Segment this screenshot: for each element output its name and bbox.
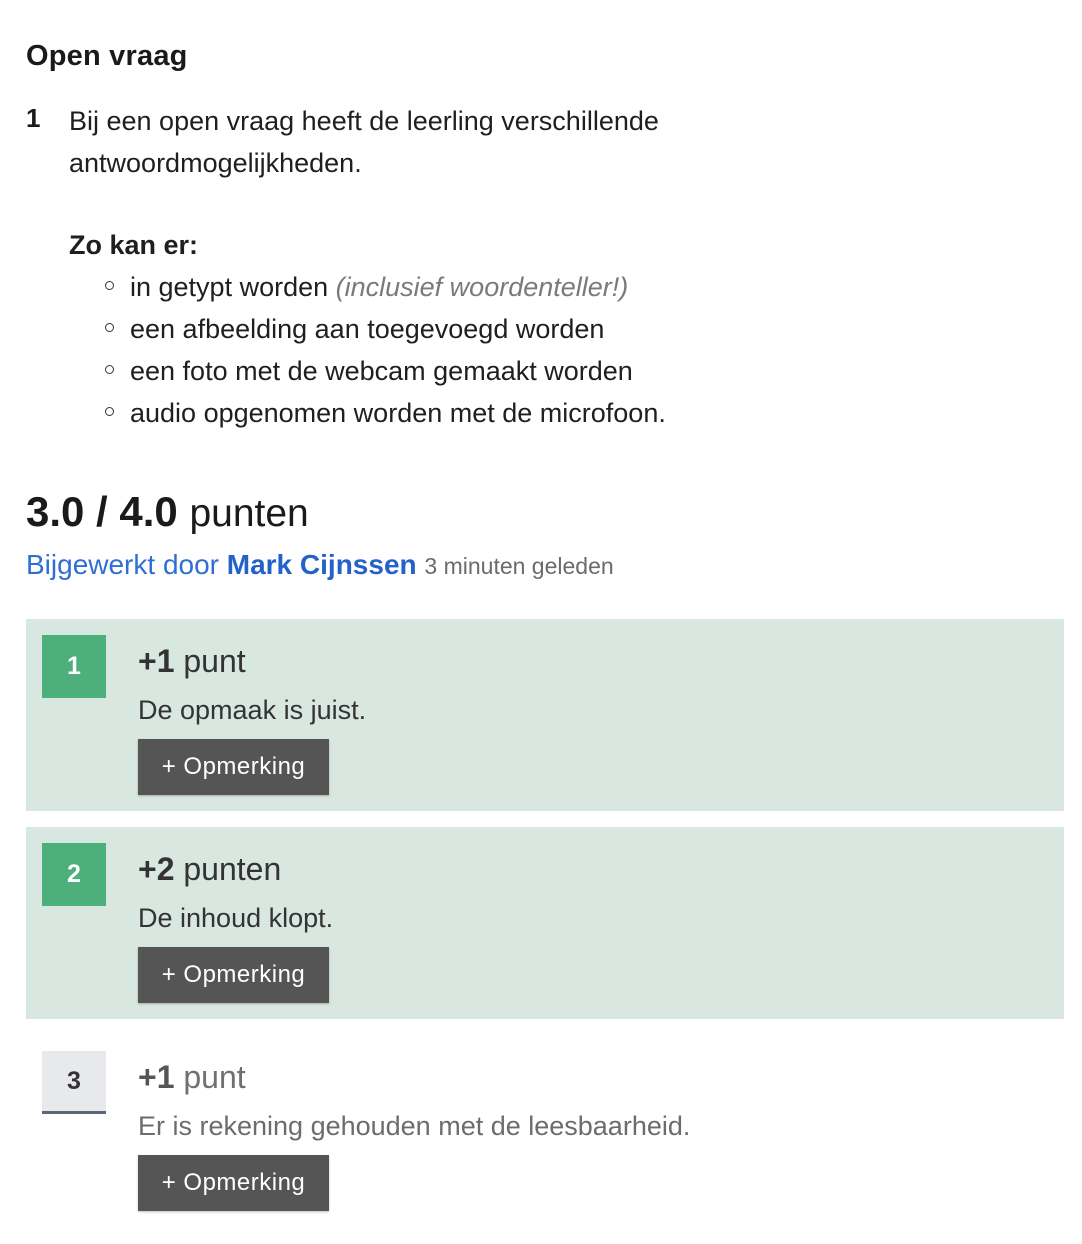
list-item-text: een afbeelding aan toegevoegd worden	[130, 314, 605, 344]
circle-bullet-icon	[105, 365, 114, 374]
list-item	[130, 392, 849, 434]
updated-by-line	[26, 549, 614, 581]
criterion-points-value: +1	[138, 1059, 175, 1095]
criterion-points	[138, 851, 281, 888]
criterion-points-value: +2	[138, 851, 175, 887]
circle-bullet-icon	[105, 407, 114, 416]
list-item	[130, 308, 849, 350]
list-item-text: een foto met de webcam gemaakt worden	[130, 356, 633, 386]
circle-bullet-icon	[105, 323, 114, 332]
question-sub-heading: Zo kan er:	[69, 230, 199, 260]
score-value: 3.0 / 4.0	[26, 488, 178, 535]
updated-time: 3 minuten geleden	[424, 553, 614, 579]
criterion-points-unit: punten	[183, 851, 282, 887]
criterion-description: De inhoud klopt.	[138, 903, 334, 933]
criterion-description: De opmaak is juist.	[138, 695, 367, 725]
question-number: 1	[26, 103, 41, 133]
score-total	[26, 488, 309, 536]
answer-options-list	[69, 266, 849, 434]
add-remark-button[interactable]: + Opmerking	[138, 739, 329, 795]
criterion-points-unit: punt	[183, 643, 246, 679]
criterion-number-badge[interactable]: 3	[42, 1051, 106, 1114]
add-remark-button[interactable]: + Opmerking	[138, 1155, 329, 1211]
section-title: Open vraag	[26, 40, 188, 72]
criterion-3[interactable]	[26, 1035, 1064, 1227]
criterion-number-badge[interactable]: 2	[42, 843, 106, 906]
circle-bullet-icon	[105, 281, 114, 290]
list-item	[130, 350, 849, 392]
criterion-1[interactable]	[26, 619, 1064, 811]
author-link[interactable]: Mark Cijnssen	[226, 549, 417, 580]
add-remark-button[interactable]: + Opmerking	[138, 947, 329, 1003]
question-body	[69, 100, 849, 434]
criterion-2[interactable]	[26, 827, 1064, 1019]
criterion-description: Er is rekening gehouden met de leesbaarheid.	[138, 1111, 691, 1141]
updated-prefix: Bijgewerkt door	[26, 549, 219, 580]
list-item-text: in getypt worden	[130, 272, 329, 302]
list-item	[130, 266, 849, 308]
list-item-text: audio opgenomen worden met de microfoon.	[130, 398, 666, 428]
score-unit: punten	[189, 492, 309, 535]
criterion-points	[138, 1059, 246, 1096]
criterion-points-value: +1	[138, 643, 175, 679]
criterion-number-badge[interactable]: 1	[42, 635, 106, 698]
criterion-points-unit: punt	[183, 1059, 246, 1095]
criterion-points	[138, 643, 246, 680]
question-intro: Bij een open vraag heeft de leerling verschillende antwoordmogelijkheden.	[69, 106, 659, 178]
list-item-note: (inclusief woordenteller!)	[335, 272, 629, 302]
